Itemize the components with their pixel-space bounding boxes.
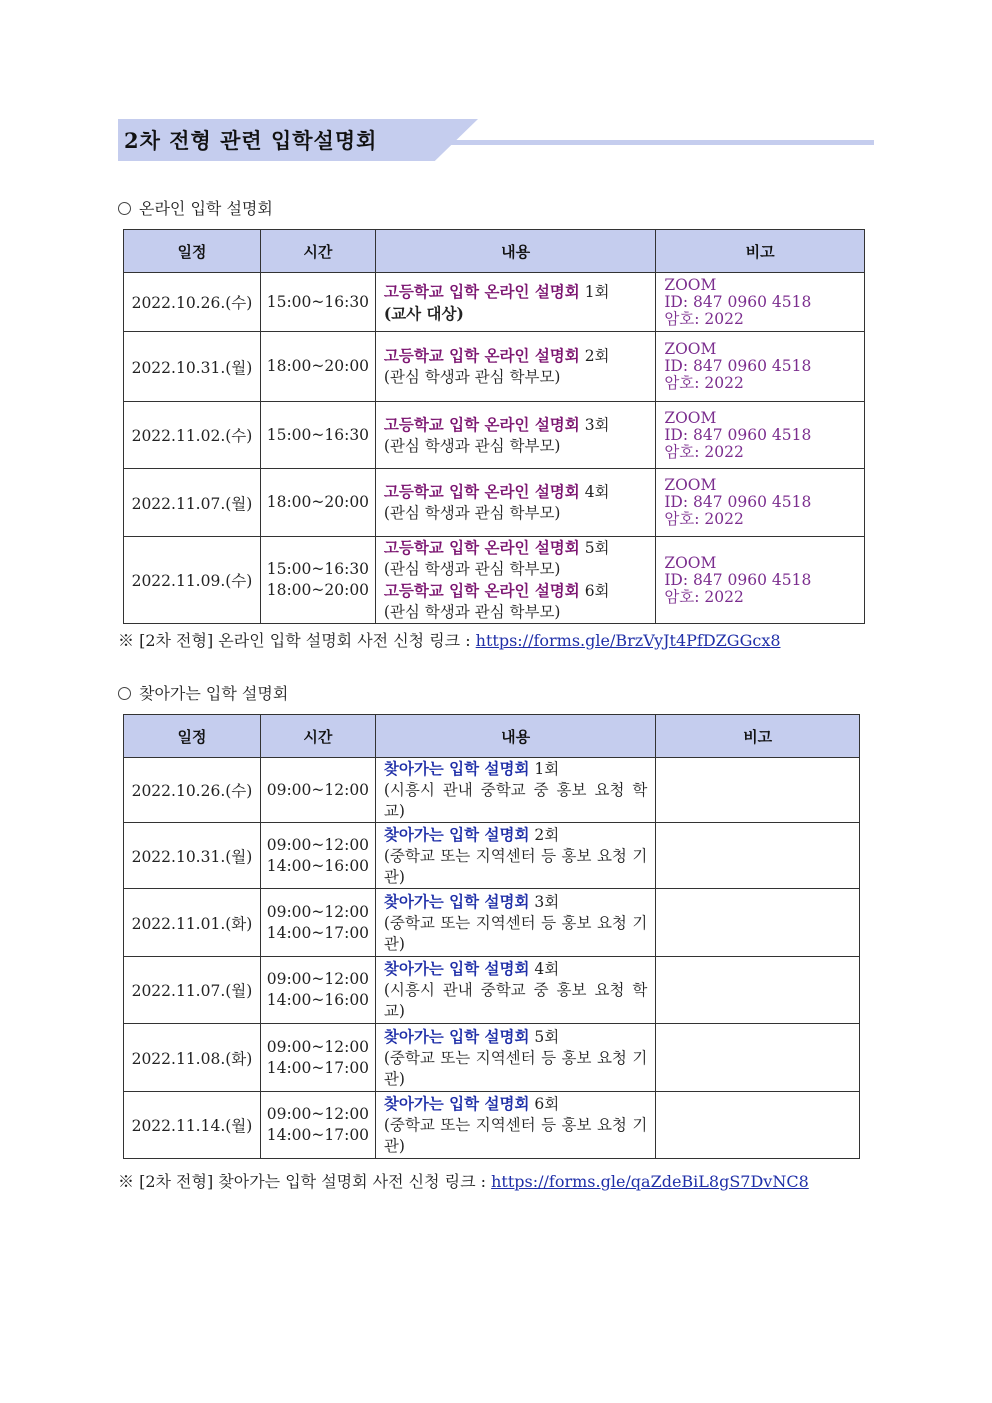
date-cell: 2022.11.01.(화) — [124, 889, 261, 957]
table-row — [124, 537, 865, 624]
time-cell — [260, 537, 375, 624]
event-number: 4회 — [534, 960, 560, 978]
header-date: 일정 — [124, 230, 261, 273]
event-line — [384, 345, 647, 367]
table-row — [124, 758, 860, 823]
event-audience: (관심 학생과 관심 학부모) — [383, 368, 561, 386]
time-value: 09:00~12:00 — [266, 1105, 370, 1123]
content-cell — [375, 469, 655, 537]
date-cell: 2022.11.08.(화) — [124, 1024, 261, 1092]
event-number: 3회 — [584, 415, 610, 434]
remark-cell — [656, 1024, 860, 1092]
table-row — [124, 469, 865, 537]
visit-signup-note: ※ [2차 전형] 찾아가는 입학 설명회 사전 신청 링크 : https://forms.gle/qaZdeBiL8gS7DvNC8 — [118, 1172, 809, 1191]
date-cell: 2022.11.07.(월) — [124, 469, 261, 537]
event-title: 찾아가는 입학 설명회 — [383, 891, 530, 911]
time-value: 09:00~12:00 — [266, 902, 370, 921]
event-title: 고등학교 입학 온라인 설명회 — [383, 346, 580, 365]
content-cell — [375, 1024, 655, 1092]
remark-cell — [656, 889, 860, 957]
event-number: 6회 — [584, 582, 610, 600]
event-number: 1회 — [534, 760, 560, 778]
event-line — [384, 537, 647, 559]
event-number: 2회 — [534, 825, 560, 844]
page-title-banner — [118, 119, 874, 161]
event-title: 고등학교 입학 온라인 설명회 — [383, 538, 580, 557]
event-title: 고등학교 입학 온라인 설명회 — [383, 482, 580, 501]
content-cell — [375, 273, 655, 332]
zoom-info: ZOOM — [664, 476, 717, 494]
event-target: (시흥시 관내 중학교 중 홍보 요청 학교) — [383, 781, 648, 820]
event-target: (중학교 또는 지역센터 등 홍보 요청 기관) — [383, 1116, 648, 1155]
remark-cell — [656, 273, 865, 332]
table-row — [124, 1092, 860, 1159]
online-signup-link[interactable]: https://forms.gle/BrzVyJt4PfDZGGcx8 — [475, 631, 781, 650]
event-number: 6회 — [534, 1095, 560, 1113]
event-title: 찾아가는 입학 설명회 — [383, 824, 530, 844]
remark-cell — [656, 332, 865, 402]
time-value: 14:00~16:00 — [266, 991, 370, 1009]
time-value: 14:00~16:00 — [266, 856, 370, 875]
date-cell: 2022.10.31.(월) — [124, 823, 261, 889]
date-cell: 2022.11.14.(월) — [124, 1092, 261, 1159]
event-number: 5회 — [534, 1027, 560, 1046]
event-line — [384, 958, 647, 980]
event-title: 찾아가는 입학 설명회 — [383, 1094, 530, 1113]
content-cell — [375, 402, 655, 469]
circle-bullet-icon — [118, 202, 131, 215]
remark-cell — [656, 1092, 860, 1159]
table-row — [124, 823, 860, 889]
event-audience: (관심 학생과 관심 학부모) — [383, 436, 561, 455]
zoom-info: 암호: 2022 — [664, 510, 744, 528]
header-time: 시간 — [260, 230, 375, 273]
event-line — [384, 758, 647, 780]
content-cell — [375, 758, 655, 823]
event-number: 5회 — [584, 539, 610, 557]
time-cell — [260, 758, 375, 823]
event-number: 4회 — [584, 483, 610, 501]
time-value: 15:00~16:30 — [266, 560, 370, 578]
event-target: (시흥시 관내 중학교 중 홍보 요청 학교) — [383, 981, 648, 1020]
time-cell — [260, 402, 375, 469]
remark-cell — [656, 957, 860, 1024]
table-row — [124, 402, 865, 469]
time-value: 14:00~17:00 — [266, 1058, 370, 1077]
header-date: 일정 — [124, 715, 261, 758]
event-audience: (교사 대상) — [383, 303, 464, 323]
table-row — [124, 957, 860, 1024]
header-content: 내용 — [375, 230, 655, 273]
remark-cell — [656, 469, 865, 537]
content-cell — [375, 957, 655, 1024]
zoom-info: ID: 847 0960 4518 — [664, 493, 812, 511]
header-time: 시간 — [260, 715, 375, 758]
content-cell — [375, 537, 655, 624]
date-cell: 2022.10.26.(수) — [124, 273, 261, 332]
time-value: 09:00~12:00 — [266, 1037, 370, 1056]
title-underline — [448, 140, 874, 145]
table-row — [124, 1024, 860, 1092]
event-line — [384, 1093, 647, 1115]
event-title: 찾아가는 입학 설명회 — [383, 1026, 530, 1046]
time-value: 15:00~16:30 — [266, 425, 370, 444]
event-title: 찾아가는 입학 설명회 — [383, 759, 530, 778]
date-cell: 2022.10.31.(월) — [124, 332, 261, 402]
online-schedule-table — [123, 229, 865, 624]
content-cell — [375, 332, 655, 402]
zoom-info: ID: 847 0960 4518 — [664, 357, 812, 375]
time-cell — [260, 1024, 375, 1092]
event-target: (중학교 또는 지역센터 등 홍보 요청 기관) — [383, 1048, 648, 1088]
event-number: 2회 — [584, 347, 610, 365]
date-cell: 2022.10.26.(수) — [124, 758, 261, 823]
remark-cell — [656, 758, 860, 823]
event-line — [384, 580, 647, 602]
time-value: 18:00~20:00 — [266, 357, 370, 375]
time-cell — [260, 889, 375, 957]
date-cell: 2022.11.09.(수) — [124, 537, 261, 624]
time-value: 09:00~12:00 — [266, 835, 370, 854]
visit-signup-link[interactable]: https://forms.gle/qaZdeBiL8gS7DvNC8 — [491, 1172, 809, 1191]
time-value: 09:00~12:00 — [266, 970, 370, 988]
zoom-info: ZOOM — [664, 553, 717, 572]
event-audience: (관심 학생과 관심 학부모) — [383, 560, 561, 578]
remark-cell — [656, 537, 865, 624]
time-value: 18:00~20:00 — [266, 581, 370, 599]
time-cell — [260, 823, 375, 889]
event-title: 고등학교 입학 온라인 설명회 — [383, 414, 580, 434]
date-cell: 2022.11.02.(수) — [124, 402, 261, 469]
time-cell — [260, 273, 375, 332]
zoom-info: ZOOM — [664, 340, 717, 358]
event-line — [384, 481, 647, 503]
header-content: 내용 — [375, 715, 655, 758]
date-cell: 2022.11.07.(월) — [124, 957, 261, 1024]
zoom-info: 암호: 2022 — [664, 442, 744, 461]
event-line — [384, 891, 647, 913]
event-audience: (관심 학생과 관심 학부모) — [383, 603, 561, 621]
event-number: 3회 — [534, 892, 560, 911]
page-title: 2차 전형 관련 입학설명회 — [124, 128, 378, 153]
table-row — [124, 273, 865, 332]
visit-schedule-table — [123, 714, 860, 1159]
zoom-info: 암호: 2022 — [664, 309, 744, 328]
time-cell — [260, 1092, 375, 1159]
time-value: 09:00~12:00 — [266, 780, 370, 799]
event-target: (중학교 또는 지역센터 등 홍보 요청 기관) — [383, 913, 648, 953]
online-section-heading: 온라인 입학 설명회 — [118, 196, 273, 219]
zoom-info: ID: 847 0960 4518 — [664, 425, 812, 444]
table-row — [124, 889, 860, 957]
remark-cell — [656, 823, 860, 889]
header-remark: 비고 — [656, 230, 865, 273]
event-title: 고등학교 입학 온라인 설명회 — [383, 581, 580, 600]
event-line — [384, 824, 647, 846]
time-cell — [260, 957, 375, 1024]
online-signup-note: ※ [2차 전형] 온라인 입학 설명회 사전 신청 링크 : https://forms.gle/BrzVyJt4PfDZGGcx8 — [118, 631, 781, 650]
zoom-info: ZOOM — [664, 275, 717, 294]
event-audience: (관심 학생과 관심 학부모) — [383, 504, 561, 522]
zoom-info: 암호: 2022 — [664, 374, 744, 392]
event-line — [384, 281, 647, 303]
table-header-row — [124, 230, 865, 273]
event-title: 고등학교 입학 온라인 설명회 — [383, 281, 580, 301]
zoom-info: 암호: 2022 — [664, 587, 744, 606]
zoom-info: ZOOM — [664, 408, 717, 427]
event-target: (중학교 또는 지역센터 등 홍보 요청 기관) — [383, 846, 648, 886]
visit-section-heading: 찾아가는 입학 설명회 — [118, 681, 288, 704]
table-row — [124, 332, 865, 402]
event-title: 찾아가는 입학 설명회 — [383, 959, 530, 978]
time-value: 18:00~20:00 — [266, 493, 370, 511]
time-value: 15:00~16:30 — [266, 292, 370, 311]
event-number: 1회 — [584, 282, 610, 301]
time-cell — [260, 469, 375, 537]
zoom-info: ID: 847 0960 4518 — [664, 292, 812, 311]
event-line — [384, 414, 647, 436]
time-value: 14:00~17:00 — [266, 1126, 370, 1144]
content-cell — [375, 889, 655, 957]
time-cell — [260, 332, 375, 402]
event-line — [384, 1026, 647, 1048]
zoom-info: ID: 847 0960 4518 — [664, 570, 812, 589]
content-cell — [375, 1092, 655, 1159]
circle-bullet-icon — [118, 687, 131, 700]
table-header-row — [124, 715, 860, 758]
header-remark: 비고 — [656, 715, 860, 758]
content-cell — [375, 823, 655, 889]
time-value: 14:00~17:00 — [266, 923, 370, 942]
remark-cell — [656, 402, 865, 469]
